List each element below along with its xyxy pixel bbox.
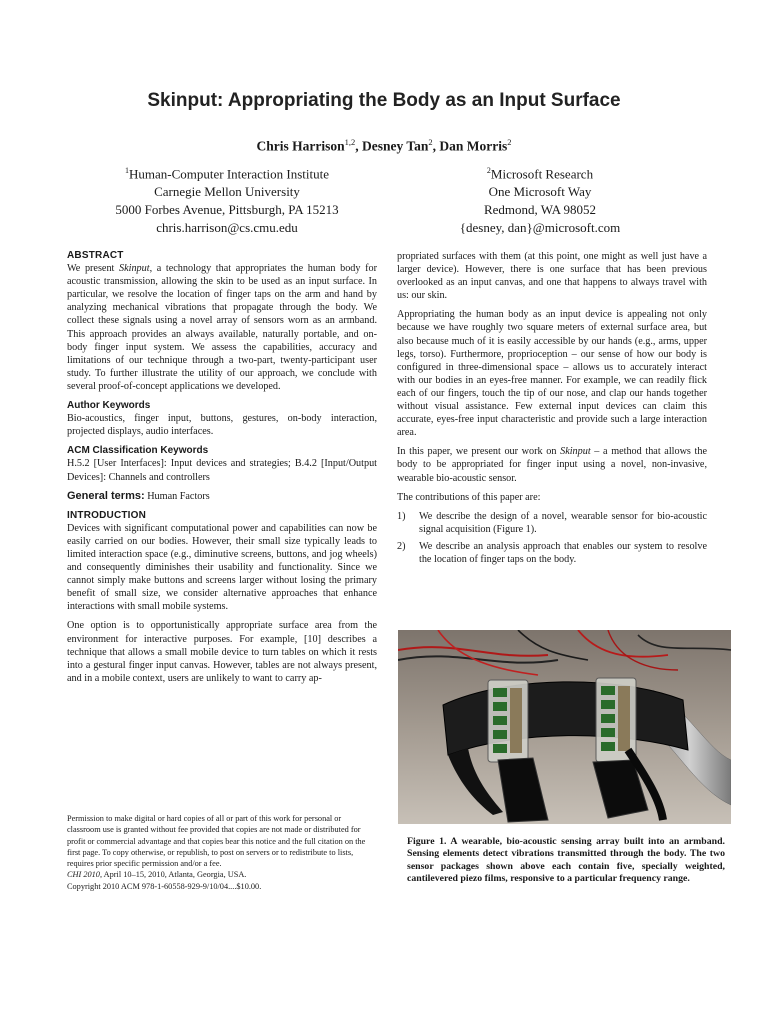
- affiliation-line: $^2$Microsoft Research: [486, 166, 594, 182]
- list-text: We describe the design of a novel, wearable sensor for bio-acoustic signal acquisition (Figure 1).: [419, 510, 707, 535]
- author-list: [0, 137, 768, 155]
- author-name: Dan Morris: [439, 138, 508, 154]
- affiliation-line: Redmond, WA 98052: [483, 202, 597, 218]
- copyright-line: Copyright 2010 ACM 978-1-60558-929-9/10/04....$10.00.: [67, 881, 262, 891]
- author-keywords-heading: Author Keywords: [67, 400, 151, 412]
- list-item: [397, 540, 707, 566]
- product-name: Skinput: [560, 446, 591, 458]
- author-separator: ,: [432, 138, 440, 154]
- acm-keywords-heading: ACM Classification Keywords: [67, 445, 209, 457]
- body-paragraph: Appropriating the human body as an input device is appealing not only because we have roughly two square meters of external surface area, but also because much of it is easily accessible by our hands (e.g., arms, upper legs, torso). Furthermore, proprioception – our sense of how our body is configured in three-dimensional space – allows us to accurately interact with our bodies in an eyes-free manner. For example, we can readily flick each of our fingers, touch the tip of our nose, and clap our hands together without visual assistance. Few external input devices can claim this accurate, eyes-free input characteristic and provide such a large interaction area.: [397, 309, 707, 439]
- abstract-heading: ABSTRACT: [67, 250, 124, 261]
- list-number: 1): [397, 510, 406, 522]
- affiliation-cmu: [92, 162, 362, 237]
- product-name: Skinput: [119, 263, 150, 275]
- author-affiliation-mark: 2: [507, 137, 512, 147]
- left-column: [67, 249, 377, 691]
- general-terms-label: General terms:: [67, 489, 145, 502]
- general-terms: General terms: Human Factors: [67, 489, 210, 502]
- author-affiliation-mark: 2: [428, 137, 433, 147]
- list-text: We describe an analysis approach that enables our system to resolve the location of finger taps on the body.: [419, 540, 707, 565]
- copyright-footer: [67, 813, 367, 892]
- affiliation-mark: 2: [486, 166, 491, 175]
- author-separator: ,: [355, 138, 362, 154]
- list-number: 2): [397, 540, 406, 552]
- permission-notice: Permission to make digital or hard copies of all or part of this work for personal or classroom use is granted without fee provided that copies are not made or distributed for profit or commercial advantage and that copies bear this notice and the full citation on the first page. To copy otherwise, or republish, to post on servers or to redistribute to lists, requires prior specific permission and/or a fee.: [67, 814, 366, 869]
- list-item: [397, 510, 707, 536]
- paper-title: Skinput: Appropriating the Body as an Input Surface: [147, 90, 621, 111]
- author-keywords-text: Bio-acoustics, finger input, buttons, gestures, on-body interaction, projected displays, audio interfaces.: [67, 413, 377, 438]
- right-column: [397, 250, 707, 570]
- acm-keywords-text: H.5.2 [User Interfaces]: Input devices and strategies; B.4.2 [Input/Output Devices]: Channels and controllers: [67, 458, 377, 483]
- affiliation-line: Carnegie Mellon University: [154, 184, 300, 200]
- contributions-intro: The contributions of this paper are:: [397, 491, 541, 503]
- intro-paragraph: One option is to opportunistically appropriate surface area from the environment for interactive purposes. For example, [10] describes a technique that allows a small mobile device to turn tables on which it rests into a gestural finger input canvas. However, tables are not always present, and in a mobile context, users are unlikely to want to carry ap-: [67, 620, 377, 684]
- conference-line: CHI 2010, April 10–15, 2010, Atlanta, Georgia, USA.: [67, 870, 247, 880]
- affiliation-line: 5000 Forbes Avenue, Pittsburgh, PA 15213: [115, 202, 339, 218]
- affiliation-line: One Microsoft Way: [488, 184, 592, 200]
- affiliation-mark: 1: [124, 166, 129, 175]
- figure-photo: [398, 630, 731, 824]
- author-email: chris.harrison@cs.cmu.edu: [156, 220, 298, 236]
- author-affiliation-mark: 1,2: [344, 137, 356, 147]
- abstract-text: We present Skinput, a technology that appropriates the human body for acoustic transmission, allowing the skin to be used as an input surface. In particular, we resolve the location of finger taps on the arm and hand by analyzing mechanical vibrations that propagate through the body. We collect these signals using a novel array of sensors worn as an armband. This approach provides an always available, naturally portable, and on-body finger input system. We assess the capabilities, accuracy and limitations of our technique through a two-part, twenty-participant user study. To further illustrate the utility of our approach, we conclude with several proof-of-concept applications we developed.: [67, 263, 377, 392]
- affiliation-line: $^1$Human-Computer Interaction Institute: [124, 166, 329, 182]
- body-paragraph: In this paper, we present our work on Skinput – a method that allows the body to be appropriated for finger input using a novel, non-invasive, wearable bio-acoustic sensor.: [397, 446, 707, 484]
- conference-name: CHI 2010: [67, 870, 100, 880]
- introduction-heading: INTRODUCTION: [67, 509, 147, 521]
- armband-sensor-photo: [398, 630, 731, 824]
- figure-caption: Figure 1. A wearable, bio-acoustic sensing array built into an armband. Sensing elements detect vibrations transmitted through the body. The two sensor packages shown above each contain five, specially weighted, cantilevered piezo films, responsive to a particular frequency range.: [407, 836, 725, 885]
- author-name: Desney Tan: [361, 138, 429, 154]
- author-email: {desney, dan}@microsoft.com: [459, 220, 621, 236]
- body-paragraph: propriated surfaces with them (at this point, one might as well just have a larger device). However, there is one surface that has been previous overlooked as an input canvas, and one that happens to always travel with us: our skin.: [397, 251, 707, 302]
- intro-paragraph: Devices with significant computational power and capabilities can now be easily carried on our bodies. However, their small size typically leads to limited interaction space (e.g., diminutive screens, buttons, and jog wheels) and consequently diminishes their usability and functionality. Since we cannot simply make buttons and screens larger without losing the primary benefit of small size, we consider alternative approaches that enhance interactions with small mobile systems.: [67, 522, 377, 613]
- author-name: Chris Harrison: [256, 138, 345, 154]
- affiliation-microsoft: [410, 162, 670, 237]
